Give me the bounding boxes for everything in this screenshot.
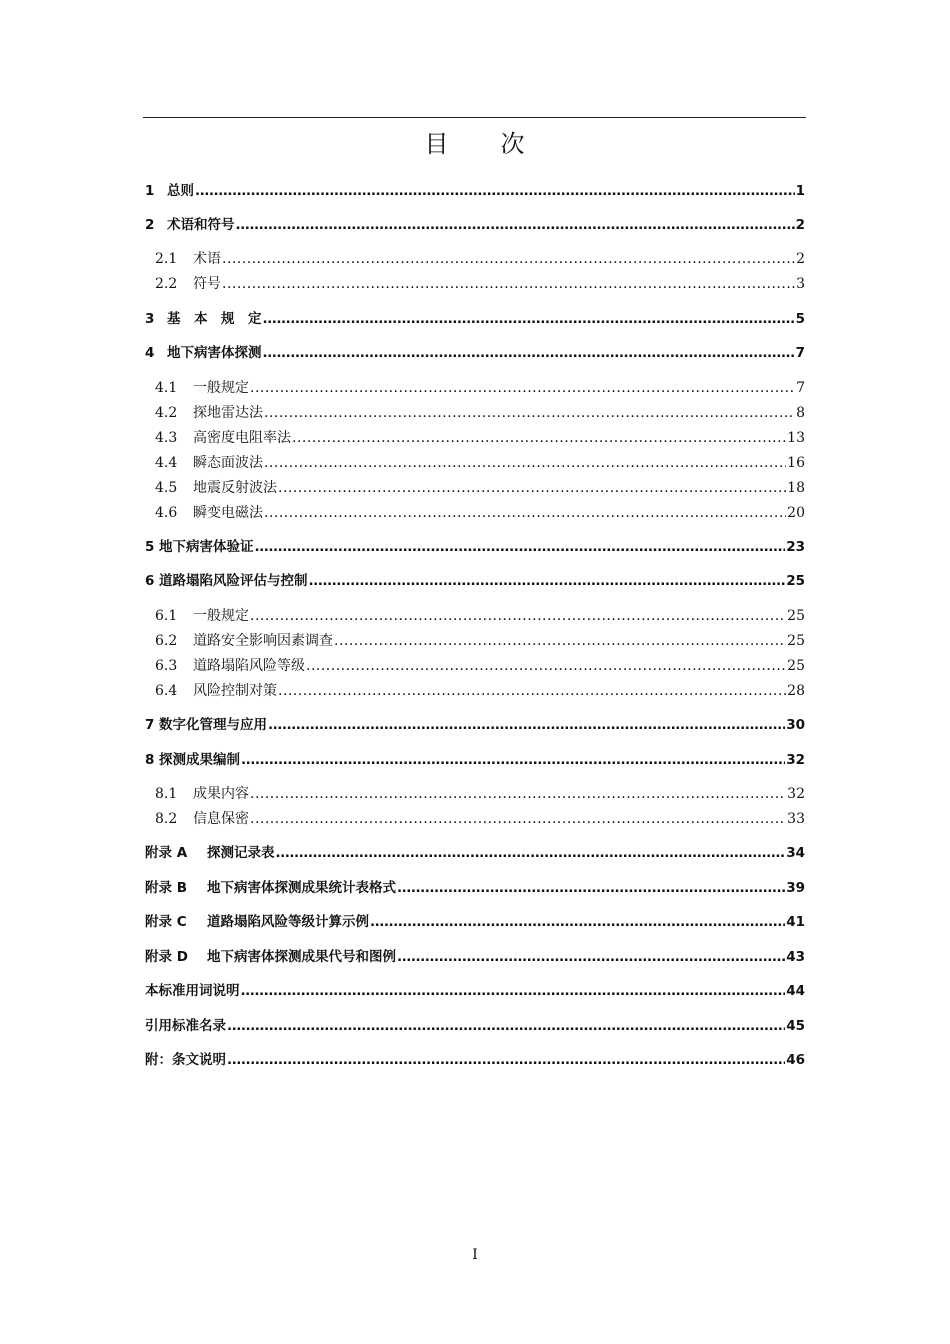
- toc-entry-label: 探地雷达法: [193, 405, 263, 421]
- toc-entry-number: 2: [145, 217, 155, 233]
- toc-entry[interactable]: [145, 979, 805, 1001]
- toc-entry-page: 43: [786, 949, 805, 965]
- toc-entry-number: 6: [145, 573, 155, 589]
- toc-leader-dots: [250, 784, 786, 804]
- toc-leader-dots: [236, 215, 795, 235]
- toc-leader-dots: [255, 537, 786, 557]
- toc-entry-number: 4.6: [155, 505, 178, 521]
- toc-entry-label: 信息保密: [193, 811, 249, 827]
- toc-entry[interactable]: [145, 876, 805, 898]
- toc-entry-number: 附录 D: [145, 949, 188, 965]
- toc-entry-number: 2.2: [155, 276, 178, 292]
- toc-leader-dots: [241, 750, 785, 770]
- toc-entry-label: 地下病害体验证: [159, 539, 254, 555]
- toc-entry-label: 高密度电阻率法: [193, 430, 291, 446]
- toc-entry-label: 成果内容: [193, 786, 249, 802]
- toc-entry-number: 附录 A: [145, 845, 188, 861]
- toc-entry-number: 1: [145, 183, 155, 199]
- toc-subentry[interactable]: [155, 679, 805, 701]
- toc-entry[interactable]: [145, 307, 805, 329]
- toc-entry-page: 25: [787, 608, 805, 624]
- toc-entry-number: 附录 B: [145, 880, 187, 896]
- toc-entry-page: 3: [796, 276, 805, 292]
- toc-leader-dots: [278, 681, 786, 701]
- toc-entry-number: 4.3: [155, 430, 178, 446]
- toc-entry[interactable]: [145, 1048, 805, 1070]
- toc-entry-label: 一般规定: [193, 608, 249, 624]
- toc-leader-dots: [309, 571, 786, 591]
- toc-leader-dots: [250, 809, 786, 829]
- toc-subentry[interactable]: [155, 782, 805, 804]
- toc-subentry[interactable]: [155, 604, 805, 626]
- toc-subentry[interactable]: [155, 476, 805, 498]
- toc-leader-dots: [250, 606, 786, 626]
- toc-entry-page: 13: [787, 430, 805, 446]
- toc-entry-label: 术语: [193, 251, 221, 267]
- toc-entry-page: 7: [795, 345, 805, 361]
- toc-leader-dots: [195, 181, 795, 201]
- toc-leader-dots: [276, 843, 786, 863]
- toc-entry-label: 本标准用词说明: [145, 983, 240, 999]
- toc-entry-number: 6.3: [155, 658, 178, 674]
- toc-entry-number: 6.2: [155, 633, 178, 649]
- toc-leader-dots: [370, 912, 785, 932]
- toc-entry-label: 探测成果编制: [159, 752, 240, 768]
- page-number: I: [472, 1247, 478, 1263]
- toc-leader-dots: [268, 715, 785, 735]
- toc-leader-dots: [227, 1050, 785, 1070]
- toc-entry-number: 8.2: [155, 811, 178, 827]
- toc-entry-page: 33: [787, 811, 805, 827]
- toc-leader-dots: [397, 947, 785, 967]
- toc-subentry[interactable]: [155, 654, 805, 676]
- toc-entry-number: 5: [145, 539, 155, 555]
- toc-leader-dots: [397, 878, 785, 898]
- toc-leader-dots: [278, 478, 786, 498]
- toc-entry-label: 道路塌陷风险等级计算示例: [207, 914, 369, 930]
- toc-entry-page: 30: [786, 717, 805, 733]
- toc-leader-dots: [306, 656, 786, 676]
- toc-leader-dots: [241, 981, 786, 1001]
- toc-entry-page: 46: [786, 1052, 805, 1068]
- toc-entry-page: 8: [796, 405, 805, 421]
- toc-entry-number: 4.4: [155, 455, 178, 471]
- toc-subentry[interactable]: [155, 629, 805, 651]
- toc-entry-number: 4.5: [155, 480, 178, 496]
- toc-entry[interactable]: [145, 213, 805, 235]
- toc-entry-label: 引用标准名录: [145, 1018, 226, 1034]
- toc-entry[interactable]: [145, 910, 805, 932]
- toc-entry-label: 基 本 规 定: [167, 311, 262, 327]
- toc-entry[interactable]: [145, 569, 805, 591]
- toc-entry-label: 附：条文说明: [145, 1052, 226, 1068]
- toc-leader-dots: [263, 343, 795, 363]
- toc-leader-dots: [292, 428, 786, 448]
- toc-entry-number: 4.1: [155, 380, 178, 396]
- toc-entry-page: 7: [796, 380, 805, 396]
- toc-entry-label: 风险控制对策: [193, 683, 277, 699]
- toc-entry-page: 34: [786, 845, 805, 861]
- toc-entry-page: 32: [786, 752, 805, 768]
- toc-entry-number: 6.1: [155, 608, 178, 624]
- title-part-2: 次: [500, 130, 525, 158]
- toc-subentry[interactable]: [155, 807, 805, 829]
- toc-entry-page: 2: [795, 217, 805, 233]
- toc-entry-label: 道路塌陷风险评估与控制: [159, 573, 308, 589]
- toc-entry-page: 25: [786, 573, 805, 589]
- toc-leader-dots: [264, 403, 795, 423]
- toc-subentry[interactable]: [155, 272, 805, 294]
- title-part-1: 目: [424, 130, 449, 158]
- toc-entry-page: 18: [787, 480, 805, 496]
- toc-entry-page: 5: [795, 311, 805, 327]
- toc-entry-page: 28: [787, 683, 805, 699]
- toc-entry-label: 探测记录表: [207, 845, 275, 861]
- toc-entry-number: 4: [145, 345, 155, 361]
- toc-entry-label: 术语和符号: [167, 217, 235, 233]
- toc-entry[interactable]: [145, 713, 805, 735]
- toc-leader-dots: [250, 378, 795, 398]
- toc-subentry[interactable]: [155, 426, 805, 448]
- toc-entry-label: 符号: [193, 276, 221, 292]
- toc-subentry[interactable]: [155, 247, 805, 269]
- toc-entry-label: 总则: [167, 183, 194, 199]
- toc-leader-dots: [264, 503, 786, 523]
- toc-entry-page: 39: [786, 880, 805, 896]
- toc-subentry[interactable]: [155, 501, 805, 523]
- toc-entry-page: 1: [795, 183, 805, 199]
- toc-entry-label: 瞬变电磁法: [193, 505, 263, 521]
- toc-entry-page: 45: [786, 1018, 805, 1034]
- toc-leader-dots: [334, 631, 786, 651]
- toc-entry-label: 地下病害体探测成果代号和图例: [207, 949, 396, 965]
- toc-entry-page: 41: [786, 914, 805, 930]
- toc-entry-page: 2: [796, 251, 805, 267]
- toc-entry[interactable]: [145, 341, 805, 363]
- toc-entry-page: 44: [786, 983, 805, 999]
- toc-entry-number: 6.4: [155, 683, 178, 699]
- toc-entry-label: 瞬态面波法: [193, 455, 263, 471]
- toc-entry[interactable]: [145, 748, 805, 770]
- toc-leader-dots: [264, 453, 786, 473]
- toc-entry-number: 7: [145, 717, 155, 733]
- toc-entry-page: 20: [787, 505, 805, 521]
- toc-entry-number: 4.2: [155, 405, 178, 421]
- toc-entry-page: 25: [787, 633, 805, 649]
- toc-leader-dots: [222, 249, 795, 269]
- toc-entry-label: 道路安全影响因素调查: [193, 633, 333, 649]
- toc-entry-page: 16: [787, 455, 805, 471]
- toc-entry-number: 8: [145, 752, 155, 768]
- toc-subentry[interactable]: [155, 451, 805, 473]
- toc-leader-dots: [222, 274, 795, 294]
- toc-entry-number: 8.1: [155, 786, 178, 802]
- toc-entry-label: 地震反射波法: [193, 480, 277, 496]
- toc-entry-label: 数字化管理与应用: [159, 717, 267, 733]
- toc-entry[interactable]: [145, 535, 805, 557]
- toc-entry-page: 25: [787, 658, 805, 674]
- toc-entry-number: 附录 C: [145, 914, 187, 930]
- toc-entry-label: 一般规定: [193, 380, 249, 396]
- toc-entry-number: 2.1: [155, 251, 178, 267]
- toc-entry-number: 3: [145, 311, 155, 327]
- toc-leader-dots: [263, 309, 795, 329]
- toc-entry[interactable]: [145, 841, 805, 863]
- toc-entry[interactable]: [145, 945, 805, 967]
- toc-entry-page: 32: [787, 786, 805, 802]
- toc-subentry[interactable]: [155, 376, 805, 398]
- toc-leader-dots: [227, 1016, 785, 1036]
- toc-entry-label: 地下病害体探测成果统计表格式: [207, 880, 396, 896]
- toc-entry-label: 地下病害体探测: [167, 345, 262, 361]
- toc-entry-page: 23: [786, 539, 805, 555]
- toc-entry[interactable]: [145, 179, 805, 201]
- toc-subentry[interactable]: [155, 401, 805, 423]
- toc-entry-label: 道路塌陷风险等级: [193, 658, 305, 674]
- toc-entry[interactable]: [145, 1014, 805, 1036]
